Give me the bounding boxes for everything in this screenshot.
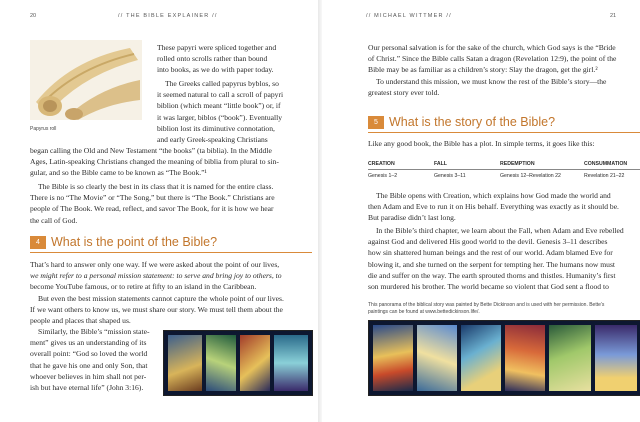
greek-paragraph	[157, 78, 307, 145]
image-caption: Papyrus roll	[30, 126, 57, 132]
text-line: of Christ.” Since the Bible calls Satan a dragon (Revelation 12:9), the point of the	[368, 54, 617, 64]
text-line: The Greeks called papyrus byblos, so	[165, 79, 279, 88]
text-line: blowing it, and she turned on the serpent for tempting her. The humans now must	[368, 259, 616, 269]
section-title: What is the story of the Bible?	[389, 115, 556, 129]
page-number: 20	[30, 13, 37, 19]
text-line: That’s hard to answer only one way. If we were asked about the point of our lives,	[30, 260, 280, 269]
creation-paragraph	[368, 190, 640, 224]
text-line: son murdered his brother. The world became so violent that God sent a flood to	[368, 282, 609, 292]
table-row	[368, 170, 640, 183]
text-line: greatest story ever told.	[368, 88, 440, 98]
text-line: the call of God.	[30, 215, 78, 225]
text-line: In the Bible’s third chapter, we learn about the Fall, when Adam and Eve rebelled	[376, 226, 624, 235]
text-line: To understand this mission, we must know the rest of the Bible’s story—the	[376, 77, 607, 86]
text-line: become YouTube famous, or to retire at fifty to an island in the Caribbean.	[30, 282, 257, 292]
table-cell: Revelation 21–22	[584, 173, 625, 179]
intro-paragraph	[157, 42, 307, 76]
text-line: people and places that shaped us.	[30, 316, 131, 326]
caption-line: This panorama of the biblical story was painted by Bette Dickinson and is used with her permission. Bette’s	[368, 302, 605, 308]
text-line: ment” gives us an understanding of its	[30, 338, 147, 348]
column-header: CREATION	[368, 159, 434, 170]
running-header: // THE BIBLE EXPLAINER //	[118, 13, 218, 19]
column-header: REDEMPTION	[500, 159, 584, 170]
text-line: Bible may be as familiar as a children’s story: Slay the dragon, get the girl.²	[368, 65, 598, 75]
section-number: 4	[30, 236, 46, 249]
salvation-paragraph	[368, 42, 640, 76]
text-line: it was larger, biblos (“book”). Eventually	[157, 112, 283, 122]
text-line: began calling the Old and New Testament “the books” (ta biblia). In the Middle	[30, 146, 272, 155]
section-number: 5	[368, 116, 384, 129]
text-line: it seemed natural to call a scroll of papyri	[157, 90, 284, 100]
column-header: FALL	[434, 159, 500, 170]
painting-right-panel	[368, 320, 640, 396]
text-line: Similarly, the Bible’s “mission state-	[38, 327, 150, 336]
greek-paragraph-continued	[30, 145, 312, 179]
text-line: die and suffer on the way. The earth sprouted thorns and thistles. Humanity’s first	[368, 270, 616, 280]
text-line: then Adam and Eve to run it on His behalf. Everything was exactly as it should be.	[368, 202, 619, 212]
column-header: CONSUMMATION	[584, 159, 640, 170]
text-line: But even the best mission statements cannot capture the whole point of our lives.	[38, 294, 284, 303]
left-page	[0, 0, 310, 422]
plot-intro	[368, 138, 640, 149]
section-heading	[30, 235, 217, 249]
text-line: ish but have eternal life” (John 3:16).	[30, 383, 144, 393]
text-line: we might refer to a personal mission statement: to serve and bring joy to others, to	[30, 271, 282, 281]
text-line: whoever believes in him shall not per-	[30, 371, 147, 381]
story-plot-table	[368, 159, 640, 182]
text-line: But paradise didn’t last long.	[368, 213, 456, 223]
running-header: // MICHAEL WITTMER //	[366, 13, 452, 19]
text-line: rolled onto scrolls rather than bound	[157, 54, 268, 64]
table-header-row	[368, 159, 640, 170]
text-line: These papyri were spliced together and	[157, 43, 277, 52]
table-cell: Genesis 1–2	[368, 173, 398, 179]
book-gutter	[318, 0, 322, 422]
mission-story-paragraph	[368, 76, 640, 98]
text-line: The Bible is so clearly the best in its class that it is named for the entire class.	[38, 182, 274, 191]
text-line: The Bible opens with Creation, which explains how God made the world and	[376, 191, 611, 200]
text-line: biblion (which meant “little book”) or, if	[157, 101, 281, 111]
john-paragraph	[30, 326, 160, 393]
fall-paragraph	[368, 225, 640, 292]
painting-left-panel	[163, 330, 313, 396]
section-divider	[368, 132, 640, 133]
table-cell: Genesis 3–11	[434, 173, 466, 179]
text-line: If we want others to know us, we must share our story. We must tell them about the	[30, 305, 283, 315]
point-paragraph	[30, 259, 312, 293]
text-line: and early Greek-speaking Christians	[157, 135, 268, 145]
text-line: into books, as we do with paper today.	[157, 65, 274, 75]
mission-paragraph	[30, 293, 312, 327]
text-line: against God and delivered His good world to the devil. Genesis 3–11 describes	[368, 237, 608, 247]
text-line: Ages, Latin-speaking Christians changed the meaning of biblia from plural to sin-	[30, 157, 279, 167]
section-divider	[30, 252, 312, 253]
caption-line: paintings can be found at www.bettedickinson.life/.	[368, 309, 480, 315]
text-line: that he gave his one and only Son, that	[30, 360, 148, 370]
text-line: overall point: “God so loved the world	[30, 349, 148, 359]
text-line: Like any good book, the Bible has a plot. In simple terms, it goes like this:	[368, 139, 595, 148]
text-line: Our personal salvation is for the sake of the church, which God says is the “Bride	[368, 43, 616, 52]
text-line: how sin shattered human beings and the rest of our world. Adam blamed Eve for	[368, 248, 613, 258]
section-heading	[368, 115, 555, 129]
page-number: 21	[610, 13, 617, 19]
text-line: people of The Book. We read, reflect, and savor The Book, for it is how we hear	[30, 204, 274, 214]
papyrus-roll-image	[30, 40, 142, 120]
book-paragraph	[30, 181, 312, 226]
painting-caption	[368, 302, 640, 316]
text-line: biblion lost its diminutive connotation,	[157, 123, 275, 133]
table-cell: Genesis 12–Revelation 22	[500, 173, 561, 179]
right-page	[330, 0, 640, 422]
text-line: There is no “The Movie” or “The Song,” but there is “The Book.” Christians are	[30, 193, 275, 203]
section-title: What is the point of the Bible?	[51, 235, 218, 249]
text-line: gular, and so the Bible came to be known as “The Book.”¹	[30, 168, 207, 178]
